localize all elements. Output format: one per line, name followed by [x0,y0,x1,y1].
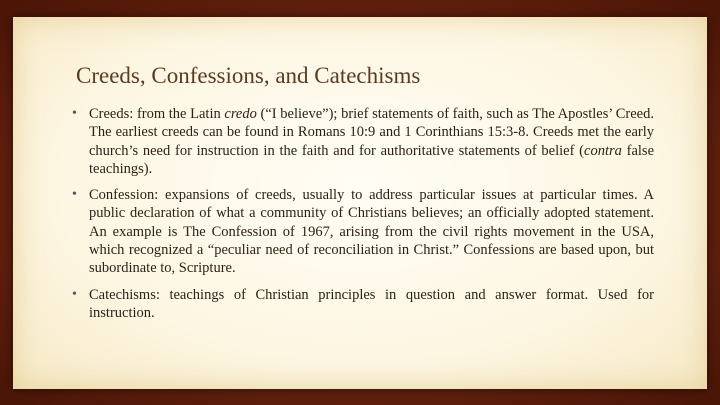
slide [13,17,707,389]
bullet-list [72,105,654,330]
confession-text: Confession: expansions of creeds, usually to address particular issues at particular times. A public declaration of what a community of Christians believes; an officially adopted statement. An example is The Confession of 1967, arising from the civil rights movement in the USA, which recognized a “peculiar need of reconciliation in Christ.” Confessions are based upon, but subordinate to, Scripture. [89,187,654,277]
bullet-dot-icon: • [72,106,77,121]
bullet-catechisms [72,286,654,323]
bullet-dot-icon: • [72,187,77,203]
catechisms-text: Catechisms: teachings of Christian principles in question and answer format. Used for instruction. [89,286,654,321]
bullet-confession [72,186,654,277]
creeds-term-contra: contra [584,142,622,159]
creeds-text-end: false teachings). [89,142,654,177]
creeds-text-intro: Creeds: from the Latin [89,106,225,122]
creeds-text-body: (“I believe”); brief statements of faith, such as The Apostles’ Creed. The earliest creeds can be found in Romans 10:9 and 1 Corinthians 15:3-8. Creeds met the early church’s need for instruction in the faith and for authoritative statements of belief ( [89,106,654,159]
bullet-creeds [72,105,654,178]
creeds-term-credo: credo [224,106,257,122]
bullet-dot-icon: • [72,286,77,302]
slide-title: Creeds, Confessions, and Catechisms [76,63,421,88]
